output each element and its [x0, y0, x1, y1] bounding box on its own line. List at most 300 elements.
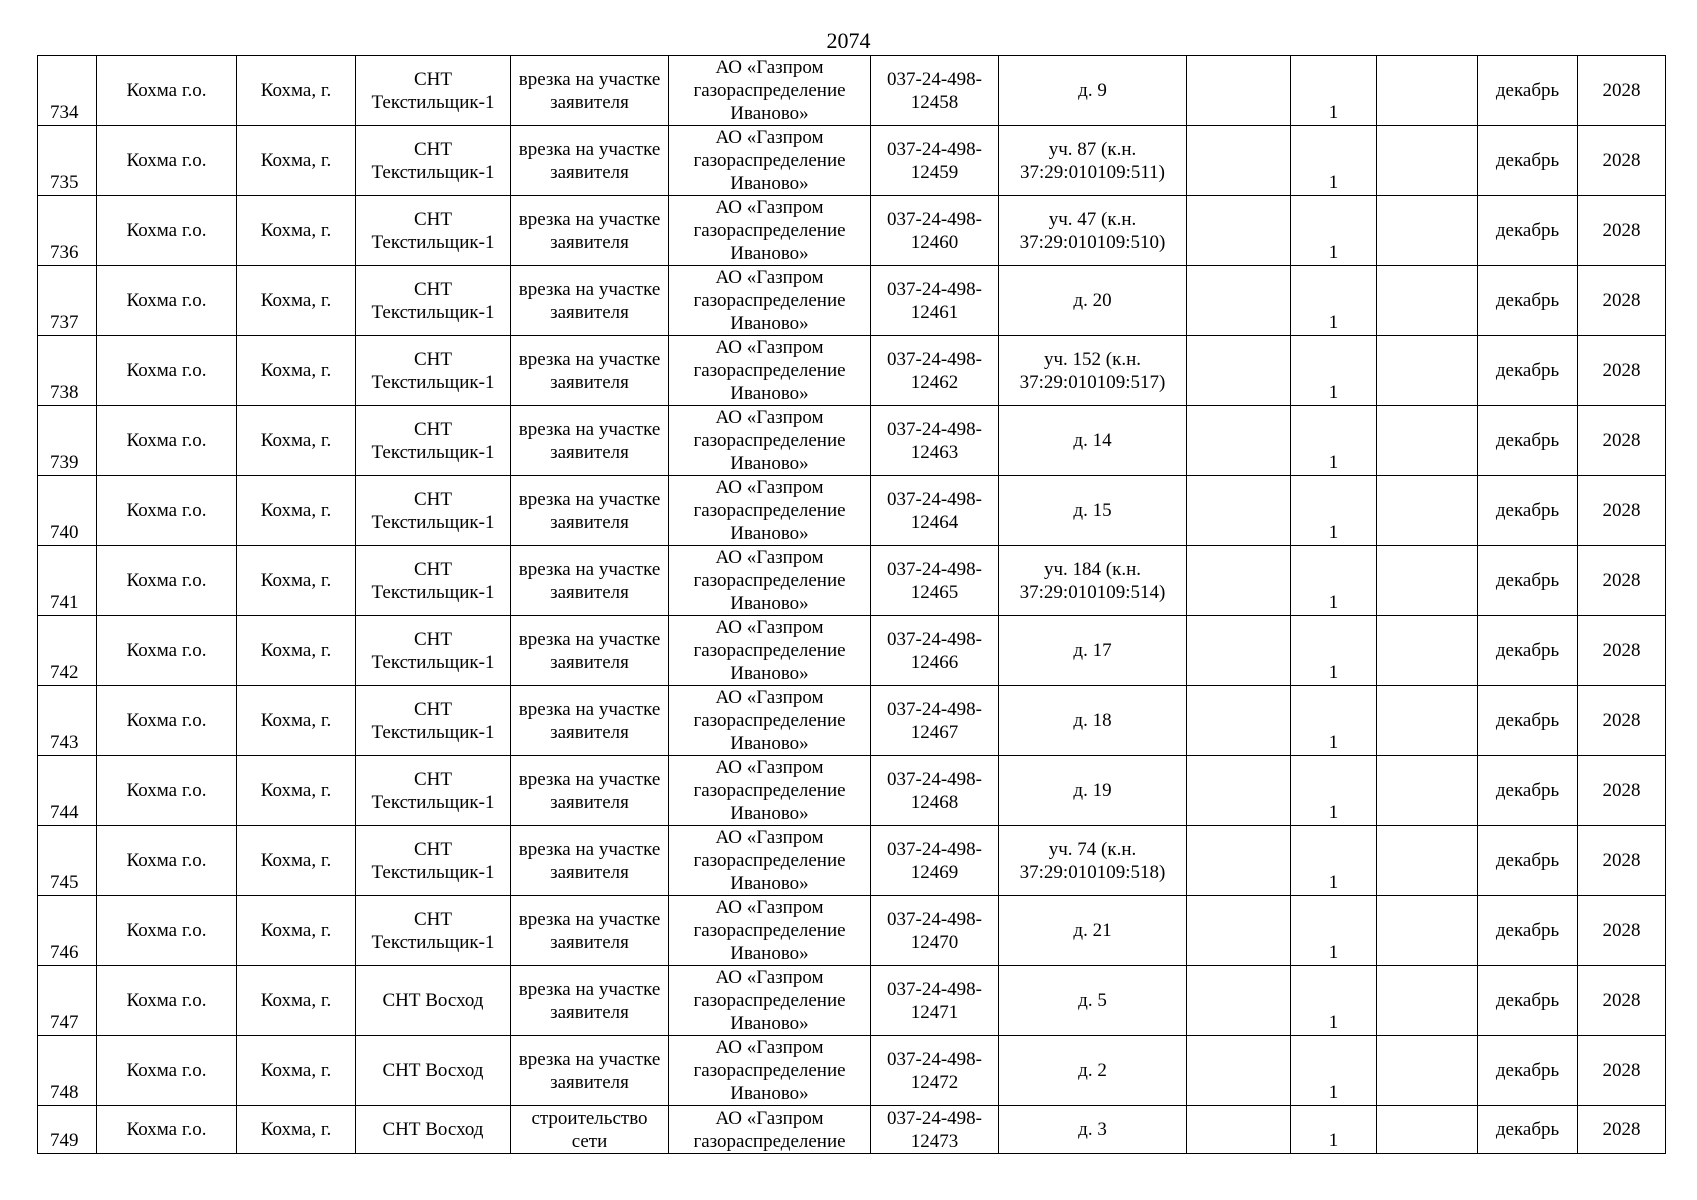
empty-cell-11: [1377, 966, 1478, 1036]
connection-method-cell: [511, 826, 669, 896]
qty-text: 1: [1328, 802, 1339, 823]
table-row: [38, 56, 1666, 126]
organization-cell: [669, 896, 871, 966]
application-code-cell: [871, 546, 999, 616]
locality-text: Кохма, г.: [260, 220, 332, 241]
organization-cell: [669, 686, 871, 756]
district-cell: [97, 1036, 237, 1106]
table-row: [38, 336, 1666, 406]
object-cell: [356, 616, 511, 686]
district-cell: [97, 196, 237, 266]
empty-cell-11: [1377, 336, 1478, 406]
locality-text: Кохма, г.: [260, 1119, 332, 1140]
org-text: АО «Газпром газораспределение Иваново»: [693, 57, 846, 124]
locality-text: Кохма, г.: [260, 850, 332, 871]
quantity-cell: [1291, 126, 1377, 196]
locality-cell: [237, 1106, 356, 1154]
table-row: [38, 476, 1666, 546]
address-cell: [999, 826, 1187, 896]
locality-cell: [237, 406, 356, 476]
num-text: 738: [50, 382, 79, 403]
year-text: 2028: [1602, 570, 1641, 591]
year-text: 2028: [1602, 850, 1641, 871]
code-text: 037-24-498-12458: [887, 68, 982, 113]
row-number-cell: [38, 1036, 97, 1106]
empty-cell-9: [1187, 966, 1291, 1036]
application-code-cell: [871, 896, 999, 966]
application-code-cell: [871, 126, 999, 196]
year-cell: [1578, 336, 1666, 406]
table-row: [38, 1106, 1666, 1154]
object-text: СНТ Текстильщик-1: [371, 558, 495, 603]
row-number-cell: [38, 616, 97, 686]
empty-cell-9: [1187, 336, 1291, 406]
empty-cell-9: [1187, 826, 1291, 896]
qty-text: 1: [1328, 662, 1339, 683]
locality-text: Кохма, г.: [260, 1060, 332, 1081]
table-row: [38, 406, 1666, 476]
organization-cell: [669, 406, 871, 476]
num-text: 747: [50, 1012, 79, 1033]
method-text: врезка на участке заявителя: [518, 208, 661, 253]
gasification-registry-table: [37, 55, 1666, 1154]
organization-cell: [669, 126, 871, 196]
object-cell: [356, 546, 511, 616]
row-number-cell: [38, 196, 97, 266]
month-text: декабрь: [1495, 500, 1560, 521]
num-text: 749: [50, 1130, 79, 1151]
num-text: 741: [50, 592, 79, 613]
month-cell: [1478, 266, 1578, 336]
application-code-cell: [871, 266, 999, 336]
address-cell: [999, 336, 1187, 406]
district-text: Кохма г.о.: [126, 290, 207, 311]
address-text: д. 5: [1078, 990, 1107, 1011]
org-text: АО «Газпром газораспределение Иваново»: [693, 197, 846, 264]
qty-text: 1: [1328, 1082, 1339, 1103]
row-number-cell: [38, 336, 97, 406]
month-cell: [1478, 616, 1578, 686]
district-cell: [97, 756, 237, 826]
address-cell: [999, 126, 1187, 196]
row-number-cell: [38, 1106, 97, 1154]
locality-text: Кохма, г.: [260, 780, 332, 801]
method-text: врезка на участке заявителя: [518, 278, 661, 323]
org-text: АО «Газпром газораспределение Иваново»: [693, 827, 846, 894]
district-cell: [97, 336, 237, 406]
empty-cell-9: [1187, 896, 1291, 966]
month-text: декабрь: [1495, 640, 1560, 661]
district-text: Кохма г.о.: [126, 780, 207, 801]
code-text: 037-24-498-12468: [887, 768, 982, 813]
year-text: 2028: [1602, 920, 1641, 941]
num-text: 735: [50, 172, 79, 193]
num-text: 739: [50, 452, 79, 473]
month-text: декабрь: [1495, 150, 1560, 171]
application-code-cell: [871, 616, 999, 686]
address-text: д. 9: [1078, 80, 1107, 101]
locality-cell: [237, 476, 356, 546]
object-cell: [356, 686, 511, 756]
empty-cell-9: [1187, 406, 1291, 476]
month-text: декабрь: [1495, 220, 1560, 241]
year-text: 2028: [1602, 1060, 1641, 1081]
month-text: декабрь: [1495, 360, 1560, 381]
year-text: 2028: [1602, 220, 1641, 241]
locality-text: Кохма, г.: [260, 360, 332, 381]
table-row: [38, 616, 1666, 686]
code-text: 037-24-498-12466: [887, 628, 982, 673]
month-cell: [1478, 546, 1578, 616]
locality-text: Кохма, г.: [260, 290, 332, 311]
method-text: врезка на участке заявителя: [518, 628, 661, 673]
address-text: уч. 87 (к.н. 37:29:010109:511): [1020, 138, 1165, 183]
month-text: декабрь: [1495, 290, 1560, 311]
object-text: СНТ Текстильщик-1: [371, 208, 495, 253]
code-text: 037-24-498-12472: [887, 1048, 982, 1093]
empty-cell-11: [1377, 266, 1478, 336]
locality-text: Кохма, г.: [260, 80, 332, 101]
quantity-cell: [1291, 406, 1377, 476]
qty-text: 1: [1328, 942, 1339, 963]
year-cell: [1578, 266, 1666, 336]
row-number-cell: [38, 896, 97, 966]
address-text: д. 18: [1073, 710, 1112, 731]
year-cell: [1578, 826, 1666, 896]
locality-cell: [237, 126, 356, 196]
table-row: [38, 686, 1666, 756]
address-cell: [999, 756, 1187, 826]
method-text: врезка на участке заявителя: [518, 1048, 661, 1093]
method-text: врезка на участке заявителя: [518, 348, 661, 393]
month-cell: [1478, 126, 1578, 196]
district-cell: [97, 126, 237, 196]
qty-text: 1: [1328, 452, 1339, 473]
code-text: 037-24-498-12469: [887, 838, 982, 883]
qty-text: 1: [1328, 242, 1339, 263]
locality-cell: [237, 616, 356, 686]
application-code-cell: [871, 686, 999, 756]
quantity-cell: [1291, 266, 1377, 336]
method-text: врезка на участке заявителя: [518, 418, 661, 463]
qty-text: 1: [1328, 592, 1339, 613]
address-cell: [999, 686, 1187, 756]
year-text: 2028: [1602, 710, 1641, 731]
row-number-cell: [38, 406, 97, 476]
quantity-cell: [1291, 826, 1377, 896]
object-cell: [356, 266, 511, 336]
month-text: декабрь: [1495, 850, 1560, 871]
district-text: Кохма г.о.: [126, 500, 207, 521]
month-text: декабрь: [1495, 710, 1560, 731]
empty-cell-9: [1187, 546, 1291, 616]
connection-method-cell: [511, 56, 669, 126]
row-number-cell: [38, 686, 97, 756]
application-code-cell: [871, 1036, 999, 1106]
object-cell: [356, 196, 511, 266]
org-text: АО «Газпром газораспределение Иваново»: [693, 407, 846, 474]
method-text: врезка на участке заявителя: [518, 558, 661, 603]
year-text: 2028: [1602, 150, 1641, 171]
application-code-cell: [871, 476, 999, 546]
code-text: 037-24-498-12465: [887, 558, 982, 603]
connection-method-cell: [511, 336, 669, 406]
quantity-cell: [1291, 616, 1377, 686]
object-cell: [356, 756, 511, 826]
district-cell: [97, 56, 237, 126]
year-text: 2028: [1602, 500, 1641, 521]
object-cell: [356, 896, 511, 966]
district-text: Кохма г.о.: [126, 640, 207, 661]
row-number-cell: [38, 126, 97, 196]
quantity-cell: [1291, 56, 1377, 126]
qty-text: 1: [1328, 102, 1339, 123]
num-text: 736: [50, 242, 79, 263]
org-text: АО «Газпром газораспределение Иваново»: [693, 687, 846, 754]
quantity-cell: [1291, 546, 1377, 616]
district-cell: [97, 826, 237, 896]
num-text: 742: [50, 662, 79, 683]
application-code-cell: [871, 56, 999, 126]
address-cell: [999, 196, 1187, 266]
locality-text: Кохма, г.: [260, 710, 332, 731]
page-number: 2074: [826, 28, 871, 53]
address-cell: [999, 476, 1187, 546]
address-text: уч. 184 (к.н. 37:29:010109:514): [1019, 558, 1166, 603]
organization-cell: [669, 56, 871, 126]
code-text: 037-24-498-12470: [887, 908, 982, 953]
month-cell: [1478, 336, 1578, 406]
year-cell: [1578, 896, 1666, 966]
district-text: Кохма г.о.: [126, 920, 207, 941]
row-number-cell: [38, 546, 97, 616]
code-text: 037-24-498-12464: [887, 488, 982, 533]
year-cell: [1578, 196, 1666, 266]
district-text: Кохма г.о.: [126, 220, 207, 241]
year-cell: [1578, 56, 1666, 126]
locality-text: Кохма, г.: [260, 570, 332, 591]
object-text: СНТ Текстильщик-1: [371, 488, 495, 533]
method-text: врезка на участке заявителя: [518, 488, 661, 533]
connection-method-cell: [511, 686, 669, 756]
locality-cell: [237, 896, 356, 966]
object-text: СНТ Текстильщик-1: [371, 278, 495, 323]
code-text: 037-24-498-12471: [887, 978, 982, 1023]
row-number-cell: [38, 266, 97, 336]
connection-method-cell: [511, 1036, 669, 1106]
table-row: [38, 546, 1666, 616]
num-text: 744: [50, 802, 79, 823]
locality-text: Кохма, г.: [260, 150, 332, 171]
empty-cell-9: [1187, 1106, 1291, 1154]
locality-text: Кохма, г.: [260, 990, 332, 1011]
empty-cell-11: [1377, 826, 1478, 896]
month-text: декабрь: [1495, 990, 1560, 1011]
object-text: СНТ Текстильщик-1: [371, 908, 495, 953]
year-text: 2028: [1602, 640, 1641, 661]
year-text: 2028: [1602, 290, 1641, 311]
connection-method-cell: [511, 406, 669, 476]
connection-method-cell: [511, 546, 669, 616]
object-cell: [356, 1036, 511, 1106]
quantity-cell: [1291, 1036, 1377, 1106]
address-cell: [999, 56, 1187, 126]
month-cell: [1478, 826, 1578, 896]
qty-text: 1: [1328, 872, 1339, 893]
empty-cell-11: [1377, 546, 1478, 616]
address-text: д. 2: [1078, 1060, 1107, 1081]
district-text: Кохма г.о.: [126, 1060, 207, 1081]
district-cell: [97, 266, 237, 336]
method-text: врезка на участке заявителя: [518, 138, 661, 183]
year-text: 2028: [1602, 430, 1641, 451]
org-text: АО «Газпром газораспределение Иваново»: [693, 127, 846, 194]
organization-cell: [669, 1036, 871, 1106]
org-text: АО «Газпром газораспределение Иваново»: [693, 897, 846, 964]
month-cell: [1478, 686, 1578, 756]
address-text: д. 14: [1073, 430, 1112, 451]
org-text: АО «Газпром газораспределение Иваново»: [693, 617, 846, 684]
row-number-cell: [38, 966, 97, 1036]
locality-cell: [237, 1036, 356, 1106]
address-text: д. 19: [1073, 780, 1112, 801]
month-text: декабрь: [1495, 1060, 1560, 1081]
district-cell: [97, 896, 237, 966]
object-text: СНТ Текстильщик-1: [371, 698, 495, 743]
organization-cell: [669, 196, 871, 266]
district-text: Кохма г.о.: [126, 570, 207, 591]
table-row: [38, 826, 1666, 896]
year-text: 2028: [1602, 80, 1641, 101]
code-text: 037-24-498-12460: [887, 208, 982, 253]
district-text: Кохма г.о.: [126, 430, 207, 451]
qty-text: 1: [1328, 732, 1339, 753]
connection-method-cell: [511, 266, 669, 336]
empty-cell-9: [1187, 126, 1291, 196]
org-text: АО «Газпром газораспределение Иваново»: [693, 477, 846, 544]
locality-cell: [237, 546, 356, 616]
empty-cell-9: [1187, 266, 1291, 336]
locality-cell: [237, 196, 356, 266]
address-text: д. 21: [1073, 920, 1112, 941]
address-text: д. 20: [1073, 290, 1112, 311]
month-cell: [1478, 56, 1578, 126]
object-text: СНТ Восход: [382, 990, 484, 1011]
table-row: [38, 966, 1666, 1036]
object-cell: [356, 406, 511, 476]
organization-cell: [669, 336, 871, 406]
district-cell: [97, 966, 237, 1036]
year-cell: [1578, 616, 1666, 686]
month-cell: [1478, 406, 1578, 476]
address-cell: [999, 1036, 1187, 1106]
month-text: декабрь: [1495, 780, 1560, 801]
address-text: д. 15: [1073, 500, 1112, 521]
org-text: АО «Газпром газораспределение Иваново»: [693, 967, 846, 1034]
locality-cell: [237, 56, 356, 126]
object-text: СНТ Восход: [382, 1060, 484, 1081]
method-text: врезка на участке заявителя: [518, 68, 661, 113]
district-text: Кохма г.о.: [126, 80, 207, 101]
district-text: Кохма г.о.: [126, 990, 207, 1011]
month-cell: [1478, 196, 1578, 266]
object-cell: [356, 826, 511, 896]
district-cell: [97, 476, 237, 546]
empty-cell-9: [1187, 616, 1291, 686]
year-cell: [1578, 1036, 1666, 1106]
quantity-cell: [1291, 336, 1377, 406]
year-cell: [1578, 686, 1666, 756]
month-cell: [1478, 1106, 1578, 1154]
district-text: Кохма г.о.: [126, 150, 207, 171]
month-cell: [1478, 1036, 1578, 1106]
row-number-cell: [38, 756, 97, 826]
method-text: врезка на участке заявителя: [518, 908, 661, 953]
org-text: АО «Газпром газораспределение Иваново»: [693, 267, 846, 334]
empty-cell-11: [1377, 406, 1478, 476]
locality-cell: [237, 266, 356, 336]
address-text: уч. 47 (к.н. 37:29:010109:510): [1019, 208, 1166, 253]
address-text: д. 17: [1073, 640, 1112, 661]
object-cell: [356, 126, 511, 196]
empty-cell-11: [1377, 686, 1478, 756]
qty-text: 1: [1328, 1012, 1339, 1033]
application-code-cell: [871, 966, 999, 1036]
district-text: Кохма г.о.: [126, 710, 207, 731]
year-text: 2028: [1602, 1119, 1641, 1140]
year-text: 2028: [1602, 780, 1641, 801]
address-text: уч. 152 (к.н. 37:29:010109:517): [1019, 348, 1166, 393]
empty-cell-9: [1187, 196, 1291, 266]
empty-cell-9: [1187, 756, 1291, 826]
quantity-cell: [1291, 1106, 1377, 1154]
application-code-cell: [871, 336, 999, 406]
empty-cell-11: [1377, 896, 1478, 966]
district-text: Кохма г.о.: [126, 1119, 207, 1140]
object-text: СНТ Текстильщик-1: [371, 768, 495, 813]
num-text: 743: [50, 732, 79, 753]
qty-text: 1: [1328, 522, 1339, 543]
year-cell: [1578, 966, 1666, 1036]
address-cell: [999, 1106, 1187, 1154]
locality-text: Кохма, г.: [260, 920, 332, 941]
table-row: [38, 1036, 1666, 1106]
object-text: СНТ Текстильщик-1: [371, 68, 495, 113]
connection-method-cell: [511, 966, 669, 1036]
empty-cell-11: [1377, 56, 1478, 126]
quantity-cell: [1291, 196, 1377, 266]
organization-cell: [669, 756, 871, 826]
address-cell: [999, 896, 1187, 966]
year-text: 2028: [1602, 990, 1641, 1011]
year-cell: [1578, 406, 1666, 476]
org-text: АО «Газпром газораспределение Иваново»: [693, 547, 846, 614]
application-code-cell: [871, 1106, 999, 1154]
application-code-cell: [871, 196, 999, 266]
num-text: 745: [50, 872, 79, 893]
org-text: АО «Газпром газораспределение Иваново»: [693, 337, 846, 404]
address-text: д. 3: [1078, 1119, 1107, 1140]
qty-text: 1: [1328, 312, 1339, 333]
object-cell: [356, 966, 511, 1036]
year-cell: [1578, 546, 1666, 616]
year-cell: [1578, 1106, 1666, 1154]
connection-method-cell: [511, 196, 669, 266]
code-text: 037-24-498-12467: [887, 698, 982, 743]
code-text: 037-24-498-12463: [887, 418, 982, 463]
connection-method-cell: [511, 896, 669, 966]
empty-cell-11: [1377, 1106, 1478, 1154]
